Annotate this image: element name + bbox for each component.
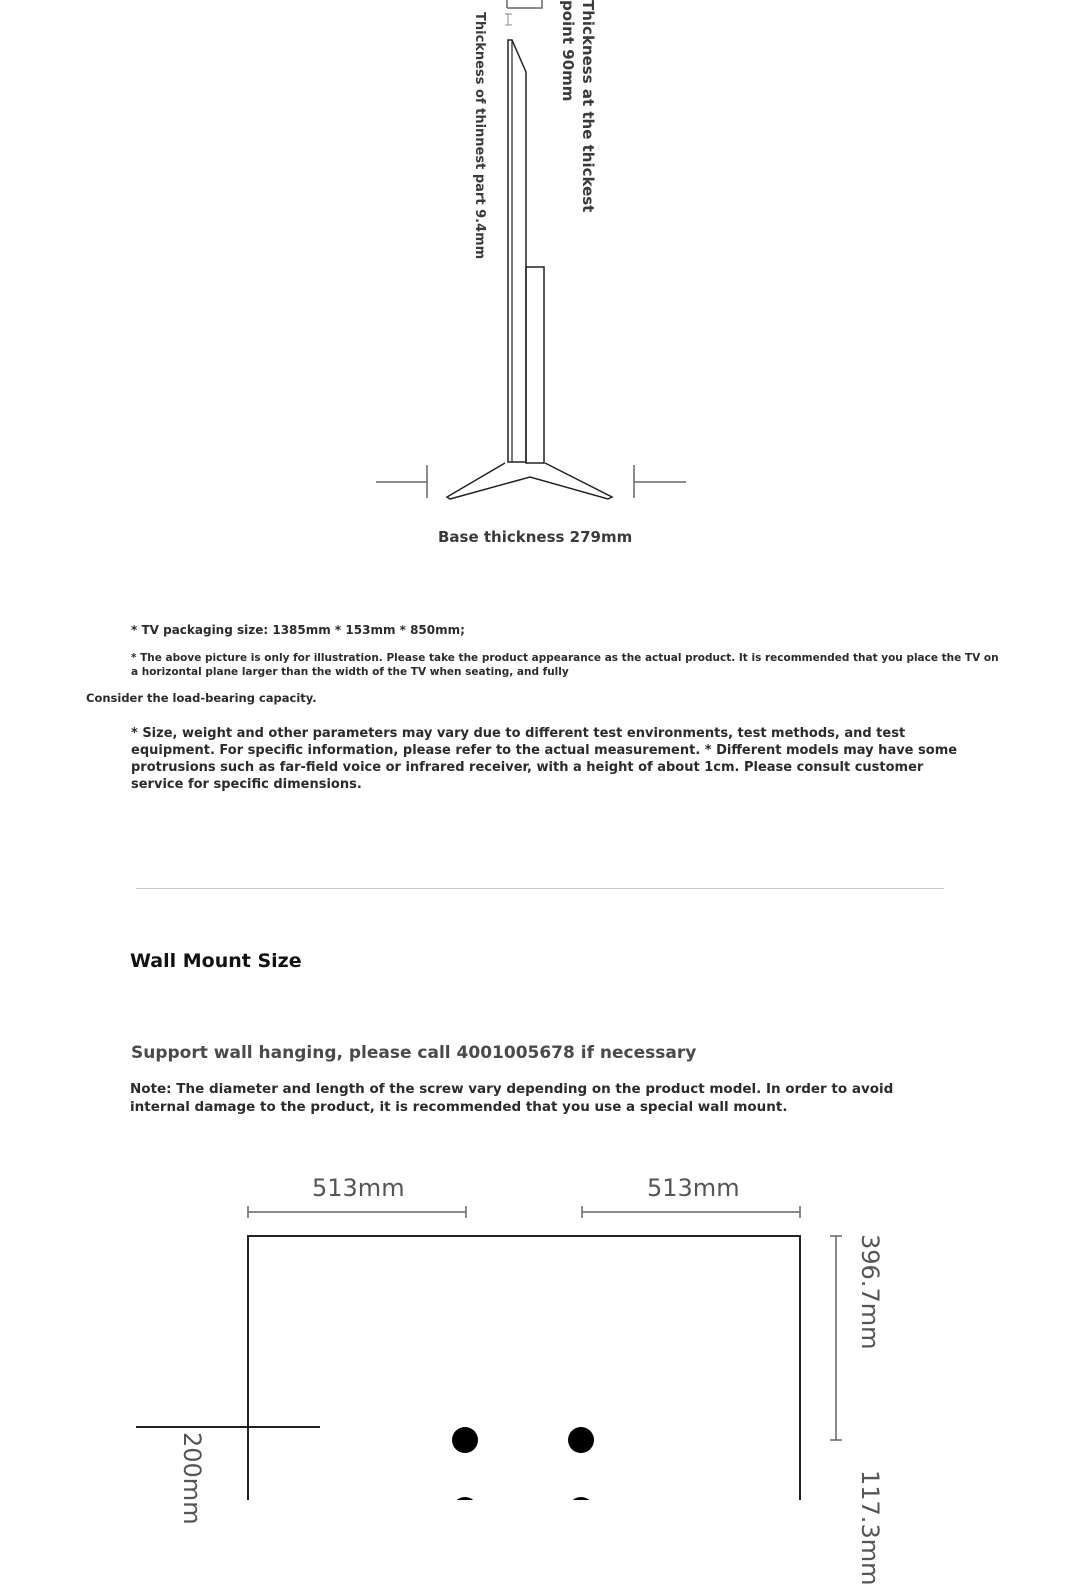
thickest-point-label xyxy=(558,0,598,212)
packaging-size-note: * TV packaging size: 1385mm * 153mm * 850mm; xyxy=(131,623,465,637)
thickest-point-label-line1: Thickness at the thickest xyxy=(579,0,597,213)
wall-mount-title: Wall Mount Size xyxy=(130,950,302,972)
dim-line-left xyxy=(248,1206,466,1218)
illustration-note xyxy=(131,651,1011,679)
dim-line-right xyxy=(582,1206,800,1218)
illustration-note-line2: a horizontal plane larger than the width of the TV when seating, and fully xyxy=(131,666,569,678)
base-thickness-caption: Base thickness 279mm xyxy=(438,528,633,546)
tv-stand-base xyxy=(447,463,612,499)
illustration-note-line1: * The above picture is only for illustration. Please take the product appearance as the actual product. It is recommended that you place the TV on xyxy=(131,652,999,664)
base-width-marker-left xyxy=(376,465,427,498)
dim-label-left: 513mm xyxy=(312,1174,405,1202)
wall-hanging-support-text: Support wall hanging, please call 4001005678 if necessary xyxy=(131,1043,697,1063)
dim-label-right: 513mm xyxy=(647,1174,740,1202)
section-divider xyxy=(136,888,944,889)
screw-note: Note: The diameter and length of the screw vary depending on the product model. In order to avoid internal damage to the product, it is recommended that you use a special wall mount. xyxy=(130,1081,894,1115)
tv-back-box xyxy=(526,267,544,463)
mount-hole-top-right xyxy=(568,1427,594,1453)
parameters-note: * Size, weight and other parameters may vary due to different test environments, test methods, and test equipment. For specific information, please refer to the actual measurement. * Different models may have some protrusions such as far-field voice or infrared receiver, with a height of about 1cm. Please consult customer service for specific dimensions. xyxy=(131,726,958,792)
load-bearing-note: Consider the load-bearing capacity. xyxy=(86,691,317,705)
base-width-marker-right xyxy=(634,465,686,498)
tv-side-view-diagram xyxy=(0,0,1080,560)
thickest-point-bracket xyxy=(507,0,542,8)
tv-back-outline xyxy=(248,1236,800,1500)
thickest-point-label-line2: point 90mm xyxy=(559,0,577,102)
tv-panel-outline xyxy=(508,40,526,462)
dim-label-bottom-right: 117.3mm xyxy=(856,1470,884,1585)
dim-label-top-right: 396.7mm xyxy=(856,1234,884,1350)
dim-line-vertical-right xyxy=(830,1236,842,1440)
mount-hole-top-left xyxy=(452,1427,478,1453)
dim-label-hole-spacing: 200mm xyxy=(178,1432,206,1525)
thinnest-part-label: Thickness of thinnest part 9.4mm xyxy=(472,12,487,260)
thinnest-point-marker xyxy=(505,14,512,25)
